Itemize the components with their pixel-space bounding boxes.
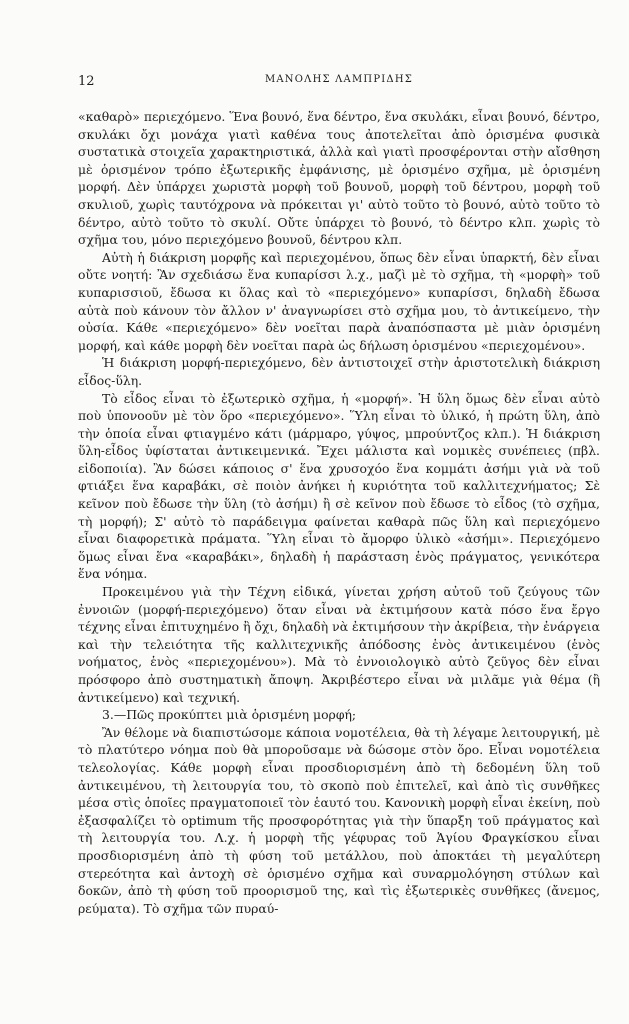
page-header [78,74,600,94]
paragraph: Προκειμένου γιὰ τὴν Τέχνη εἰδικά, γίνεται χρήση αὐτοῦ τοῦ ζεύγους τῶν ἐννοιῶν (μορφή-περιεχόμενο) ὅταν εἶναι νὰ ἐκτιμήσουν κατὰ πόσο ἕνα ἔργο τέχνης εἶναι ἐπιτυχημένο ἢ ὄχι, δηλαδὴ νὰ ἐκτιμήσουν τὴν ἀκρίβεια, τὴν ἐνάργεια καὶ τὴν τελειότητα τῆς καλλιτεχνικῆς ἀπόδοσης ἑνὸς ἀντικειμένου (ἑνὸς νοήματος, ἑνὸς «περιεχομένου»). Μὰ τὸ ἐννοιολογικὸ αὐτὸ ζεῦγος δὲν εἶναι πρόσφορο ἀπὸ συστηματικὴ ἄποψη. Ἀκριβέστερο εἶναι νὰ μιλᾶμε γιὰ θέμα (ἢ ἀντικείμενο) καὶ τεχνική. [78,584,600,705]
section-heading: 3.—Πῶς προκύπτει μιὰ ὁρισμένη μορφή; [102,707,357,723]
paragraph: Ἂν θέλομε νὰ διαπιστώσομε κάποια νομοτέλεια, θὰ τὴ λέγαμε λειτουργική, μὲ τὸ πλατύτερο νόημα ποὺ θὰ μποροῦσαμε νὰ δώσομε στὸν ὅρο. Εἶναι νομοτέλεια τελεολογίας. Κάθε μορφὴ εἶναι προσδιορισμένη ἀπὸ τὴ δεδομένη ὕλη τοῦ ἀντικειμένου, τὴ λειτουργία του, τὸ σκοπὸ ποὺ ἐπιτελεῖ, καὶ ἀπὸ τὶς συνθῆκες μέσα στὶς ὁποῖες πραγματοποιεῖ τὸν ἑαυτό του. Κανονικὴ μορφὴ εἶναι ἐκείνη, ποὺ ἐξασφαλίζει τὸ optimum τῆς προσφορότητας γιὰ τὴν ὕπαρξη τοῦ πράγματος καὶ τὴ λειτουργία του. Λ.χ. ἡ μορφὴ τῆς γέφυρας τοῦ Ἁγίου Φραγκίσκου εἶναι προσδιορισμένη ἀπὸ τὴ φύση τοῦ μετάλλου, ποὺ ἀποκτάει τὴ μεγαλύτερη στερεότητα καὶ ἀντοχὴ σὲ ὁρισμένο σχῆμα καὶ συναρμολόγηση στύλων καὶ δοκῶν, ἀπὸ τὴ φύση τοῦ προορισμοῦ της, καὶ τὶς ἐξωτερικὲς συνθῆκες (ἄνεμος, ρεύματα). Τὸ σχῆμα τῶν πυραύ- [78,724,600,916]
body-text [78,108,600,917]
paragraph: Αὐτὴ ἡ διάκριση μορφῆς καὶ περιεχομένου, ὅπως δὲν εἶναι ὑπαρκτή, δὲν εἶναι οὔτε νοητή: Ἂν σχεδιάσω ἕνα κυπαρίσσι λ.χ., μαζὶ μὲ τὸ σχῆμα, τὴ «μορφὴ» τοῦ κυπαρισσιοῦ, ἔδωσα κι ὅλας καὶ τὸ «περιεχόμενο» κυπαρίσσι, δηλαδὴ ἔδωσα αὐτὰ ποὺ κάνουν τὸν ἄλλον ν' ἀναγνωρίσει στὸ σχῆμα μου, τὸ ἀντικείμενο, τὴν οὐσία. Κάθε «περιεχόμενο» δὲν νοεῖται παρὰ ἀναπόσπαστα μὲ μιὰν ὁρισμένη μορφή, καὶ κάθε μορφὴ δὲν νοεῖται παρὰ ὡς δήλωση ὁρισμένου «περιεχομένου». [78,249,600,353]
running-head: ΜΑΝΟΛΗΣ ΛΑΜΠΡΙΔΗΣ [264,74,414,85]
paragraph: Τὸ εἶδος εἶναι τὸ ἐξωτερικὸ σχῆμα, ἡ «μορφή». Ἡ ὕλη ὅμως δὲν εἶναι αὐτὸ ποὺ ὑπονοοῦν μὲ τὸν ὅρο «περιεχόμενο». Ὕλη εἶναι τὸ ὑλικό, ἡ πρώτη ὕλη, ἀπὸ τὴν ὁποία εἶναι φτιαγμένο κάτι (μάρμαρο, γύψος, μπρούντζος κλπ.). Ἡ διάκριση ὕλη-εἶδος ὑφίσταται ἀντικειμενικά. Ἔχει μάλιστα καὶ νομικὲς συνέπειες (πβλ. εἰδοποιία). Ἂν δώσει κάποιος σ' ἕνα χρυσοχόο ἕνα κομμάτι ἀσήμι γιὰ νὰ τοῦ φτιάξει ἕνα καραβάκι, σὲ ποιὸν ἀνήκει ἡ κυριότητα τοῦ καλλιτεχνήματος; Σὲ κεῖνον ποὺ ἔδωσε τὴν ὕλη (τὸ ἀσήμι) ἢ σὲ κεῖνον ποὺ ἔδωσε τὸ εἶδος (τὸ σχῆμα, τὴ μορφή); Σ' αὐτὸ τὸ παράδειγμα φαίνεται καθαρὰ πῶς ὕλη καὶ περιεχόμενο εἶναι διαφορετικὰ πράματα. Ὕλη εἶναι τὸ ἄμορφο ὑλικὸ «ἀσήμι». Περιεχόμενο ὅμως εἶναι ἕνα «καραβάκι», δηλαδὴ ἡ παράσταση ἑνὸς πράγματος, γενικότερα ἕνα νόημα. [78,390,600,582]
paragraph: Ἡ διάκριση μορφή-περιεχόμενο, δὲν ἀντιστοιχεῖ στὴν ἀριστοτελικὴ διάκριση εἶδος-ὕλη. [78,355,600,388]
page-number: 12 [78,74,95,89]
paragraph: «καθαρὸ» περιεχόμενο. Ἕνα βουνό, ἕνα δέντρο, ἕνα σκυλάκι, εἶναι βουνό, δέντρο, σκυλάκι ὄχι μονάχα γιατὶ καθένα τους ἀποτελεῖται ἀπὸ ὁρισμένα φυσικὰ συστατικὰ στοιχεῖα χαρακτηριστικά, ἀλλὰ καὶ γιατὶ προσφέρονται στὴν αἴσθηση μὲ ὁρισμένον τρόπο ἐξωτερικῆς ἐμφάνισης, μὲ ὁρισμένο σχῆμα, μὲ ὁρισμένη μορφή. Δὲν ὑπάρχει χωριστὰ μορφὴ τοῦ βουνοῦ, μορφὴ τοῦ δέντρου, μορφὴ τοῦ σκυλιοῦ, χωρὶς ταυτόχρονα νὰ πρόκειται γι' αὐτὸ τοῦτο τὸ βουνό, αὐτὸ τοῦτο τὸ δέντρο, αὐτὸ τοῦτο τὸ σκυλί. Οὔτε ὑπάρχει τὸ βουνό, τὸ δέντρο κλπ. χωρὶς τὸ σχῆμα του, μόνο περιεχόμενο βουνοῦ, δέντρου κλπ. [78,109,600,248]
